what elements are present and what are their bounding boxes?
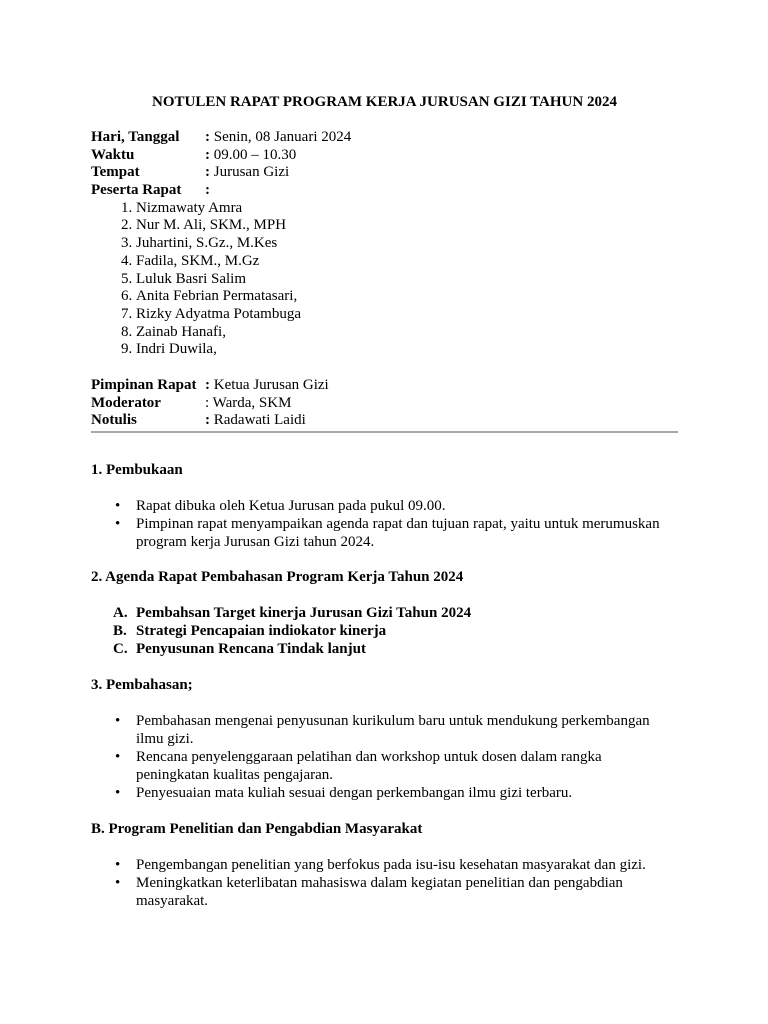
- list-item: • Pembahasan mengenai penyusunan kurikulum baru untuk mendukung perkembangan ilmu gizi.: [136, 712, 678, 748]
- participant-item: 3. Juhartini, S.Gz., M.Kes: [136, 235, 678, 253]
- spacer: [91, 658, 678, 676]
- participant-item: 1. Nizmawaty Amra: [136, 200, 678, 218]
- participant-item: 8. Zainab Hanafi,: [136, 324, 678, 342]
- meta-text-tempat: Jurusan Gizi: [213, 164, 290, 181]
- spacer: [91, 586, 678, 604]
- participant-item: 6. Anita Febrian Permatasari,: [136, 288, 678, 306]
- meta-colon: :: [205, 376, 210, 393]
- list-item: • Rapat dibuka oleh Ketua Jurusan pada pukul 09.00.: [136, 497, 678, 515]
- meta-row-waktu: [91, 147, 678, 165]
- list-item: • Penyesuaian mata kuliah sesuai dengan perkembangan ilmu gizi terbaru.: [136, 784, 678, 802]
- agenda-item: [113, 622, 678, 640]
- section-title-agenda: 2. Agenda Rapat Pembahasan Program Kerja Tahun 2024: [91, 569, 464, 585]
- agenda-marker: B.: [113, 623, 127, 639]
- meta-text-hari: Senin, 08 Januari 2024: [213, 129, 352, 145]
- meta-value-peserta: [205, 182, 210, 200]
- meta-colon-plain: :: [205, 394, 210, 411]
- meta-colon: :: [205, 182, 210, 199]
- spacer: [91, 838, 678, 856]
- participant-item: 2. Nur M. Ali, SKM., MPH: [136, 217, 678, 235]
- agenda-item: [113, 640, 678, 658]
- document-title: NOTULEN RAPAT PROGRAM KERJA JURUSAN GIZI TAHUN 2024: [152, 94, 617, 110]
- spacer: [91, 551, 678, 568]
- meta-value-pimpinan: [205, 377, 329, 395]
- list-item: • Pimpinan rapat menyampaikan agenda rapat dan tujuan rapat, yaitu untuk merumuskan program kerja Jurusan Gizi tahun 2024.: [136, 515, 678, 551]
- agenda-item: [113, 604, 678, 622]
- section-title-penelitian: B. Program Penelitian dan Pengabdian Masyarakat: [91, 821, 423, 837]
- list-item: • Meningkatkan keterlibatan mahasiswa dalam kegiatan penelitian dan pengabdian masyarakat.: [136, 874, 678, 910]
- agenda-list: [91, 604, 678, 658]
- meta-colon: :: [205, 146, 210, 163]
- participant-item: 5. Luluk Basri Salim: [136, 271, 678, 289]
- spacer: [91, 694, 678, 712]
- section-title-pembahasan: 3. Pembahasan;: [91, 677, 193, 693]
- spacer: [91, 802, 678, 820]
- meta-text-moderator: Warda, SKM: [212, 394, 292, 411]
- meta-label-pimpinan: Pimpinan Rapat: [91, 376, 197, 393]
- document-page: [91, 93, 678, 910]
- participant-item: 9. Indri Duwila,: [136, 341, 678, 359]
- meta-row-hari: [91, 129, 678, 147]
- meta-value-notulis: [205, 412, 306, 430]
- agenda-text: Strategi Pencapaian indiokator kinerja: [136, 623, 387, 639]
- participant-item: 4. Fadila, SKM., M.Gz: [136, 253, 678, 271]
- meta-value-moderator: [205, 395, 291, 413]
- agenda-marker: A.: [113, 605, 128, 621]
- meta-value-tempat: [205, 164, 289, 182]
- agenda-marker: C.: [113, 641, 128, 657]
- meta-label-moderator: Moderator: [91, 394, 161, 411]
- meta-row-notulis: [91, 412, 678, 430]
- meeting-info: [91, 129, 678, 430]
- pembukaan-list: [91, 497, 678, 551]
- penelitian-list: [91, 856, 678, 910]
- meta-colon: :: [205, 412, 210, 429]
- spacer: [91, 479, 678, 497]
- participant-item: 7. Rizky Adyatma Potambuga: [136, 306, 678, 324]
- pembahasan-list: [91, 712, 678, 802]
- meta-label-tempat: Tempat: [91, 164, 140, 181]
- list-item: • Pengembangan penelitian yang berfokus pada isu-isu kesehatan masyarakat dan gizi.: [136, 856, 678, 874]
- meta-label-waktu: Waktu: [91, 146, 135, 163]
- meta-row-pimpinan: [91, 377, 678, 395]
- meta-text-pimpinan: Ketua Jurusan Gizi: [213, 376, 329, 393]
- meta-value-waktu: [205, 147, 296, 165]
- participant-list: [91, 200, 678, 359]
- meta-colon: :: [205, 129, 210, 145]
- meta-text-waktu: 09.00 – 10.30: [213, 146, 297, 163]
- meta-text-notulis: Radawati Laidi: [213, 412, 306, 429]
- meta-row-tempat: [91, 164, 678, 182]
- meta-label-notulis: Notulis: [91, 412, 137, 429]
- meta-value-hari: [205, 129, 351, 147]
- spacer: [91, 433, 678, 461]
- agenda-text: Penyusunan Rencana Tindak lanjut: [136, 641, 366, 657]
- meta-label-hari: Hari, Tanggal: [91, 129, 180, 145]
- agenda-text: Pembahsan Target kinerja Jurusan Gizi Tahun 2024: [136, 605, 472, 621]
- meta-label-peserta: Peserta Rapat: [91, 182, 182, 199]
- meta-colon: :: [205, 164, 210, 181]
- list-item: • Rencana penyelenggaraan pelatihan dan workshop untuk dosen dalam rangka peningkatan kualitas pengajaran.: [136, 748, 678, 784]
- spacer: [91, 359, 678, 377]
- meta-row-peserta: [91, 182, 678, 200]
- section-title-pembukaan: 1. Pembukaan: [91, 462, 183, 478]
- meta-row-moderator: [91, 395, 678, 413]
